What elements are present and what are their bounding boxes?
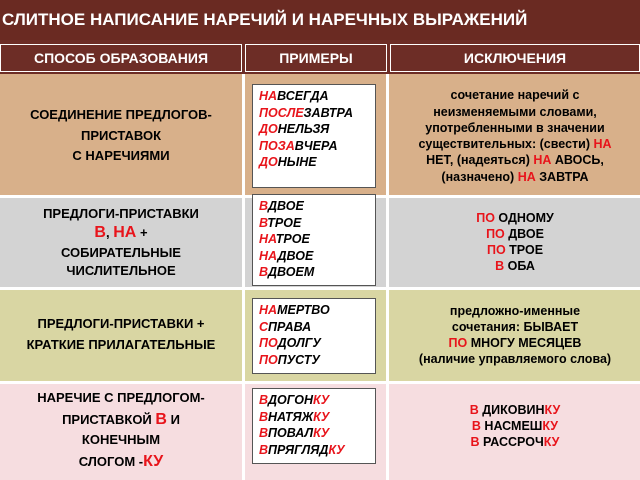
text-segment: ДВОЕ bbox=[277, 248, 314, 263]
text-line bbox=[259, 231, 371, 248]
text-segment: И bbox=[166, 411, 180, 427]
rich-text bbox=[30, 105, 212, 167]
highlight-segment: НА bbox=[259, 303, 278, 317]
text-segment: ДВОЕ bbox=[268, 199, 304, 213]
rich-text bbox=[43, 205, 199, 279]
text-segment: сочетание наречий с bbox=[450, 88, 580, 103]
highlight-segment: НА bbox=[259, 232, 276, 246]
highlight-segment: НА bbox=[533, 153, 552, 168]
highlight-segment: НА bbox=[259, 248, 278, 263]
text-line bbox=[259, 215, 371, 232]
text-segment: ПРИСТАВКОЙ bbox=[62, 411, 156, 427]
text-segment: , bbox=[105, 225, 114, 241]
text-segment: АВОСЬ, bbox=[551, 153, 604, 168]
text-line bbox=[259, 319, 371, 336]
text-line bbox=[37, 450, 205, 473]
highlight-segment: ПО bbox=[259, 352, 278, 367]
method-cell bbox=[0, 384, 242, 478]
highlight-segment: В bbox=[259, 409, 269, 424]
text-line bbox=[259, 442, 371, 459]
rich-text bbox=[27, 314, 216, 356]
text-segment: неизменяемыми словами, bbox=[433, 104, 597, 119]
text-segment: ДВОЕМ bbox=[268, 265, 315, 279]
text-line bbox=[470, 418, 561, 434]
text-segment: НЕЛЬЗЯ bbox=[277, 122, 330, 136]
text-line bbox=[259, 105, 371, 122]
text-segment: СЛОГОМ - bbox=[78, 453, 144, 469]
highlight-segment: С bbox=[259, 319, 269, 334]
text-segment: ТРОЕ bbox=[275, 232, 310, 246]
text-segment: МНОГУ МЕСЯЦЕВ bbox=[467, 336, 582, 350]
text-line bbox=[43, 205, 199, 223]
text-line bbox=[259, 88, 371, 105]
text-line bbox=[419, 303, 611, 319]
text-line bbox=[27, 335, 216, 356]
column-divider bbox=[386, 74, 389, 480]
text-line bbox=[37, 389, 205, 408]
exceptions-cell bbox=[390, 290, 640, 380]
text-line bbox=[30, 126, 212, 147]
text-segment: ПРАВА bbox=[268, 319, 312, 334]
highlight-segment: НА bbox=[517, 169, 536, 184]
text-line bbox=[259, 302, 371, 319]
highlight-segment: НА bbox=[593, 137, 612, 151]
text-line bbox=[259, 409, 371, 426]
text-segment: ДВОЕ bbox=[504, 226, 544, 241]
highlight-segment: В bbox=[471, 418, 481, 433]
text-segment: ТРОЕ bbox=[267, 215, 302, 230]
exceptions-cell bbox=[390, 198, 640, 286]
text-segment: ПРЕДЛОГИ-ПРИСТАВКИ bbox=[43, 205, 199, 221]
text-line bbox=[43, 244, 199, 262]
text-segment: предложно-именные bbox=[449, 303, 581, 318]
text-line bbox=[418, 120, 611, 136]
text-line bbox=[476, 210, 554, 226]
highlight-segment: КУ bbox=[328, 442, 345, 457]
text-line bbox=[259, 392, 371, 409]
text-line bbox=[27, 314, 216, 335]
text-line bbox=[259, 352, 371, 369]
text-segment: КРАТКИЕ ПРИЛАГАТЕЛЬНЫЕ bbox=[26, 337, 216, 352]
highlight-segment: НА bbox=[113, 224, 137, 242]
highlight-segment: ПО bbox=[486, 226, 505, 241]
text-segment: НЕТ, (надеяться) bbox=[426, 153, 534, 168]
highlight-segment: ПОЗА bbox=[259, 138, 295, 153]
highlight-segment: НА bbox=[259, 89, 278, 103]
highlight-segment: ПО bbox=[486, 243, 506, 257]
highlight-segment: ПО bbox=[259, 336, 278, 350]
text-segment: СОЕДИНЕНИЕ ПРЕДЛОГОВ- bbox=[30, 106, 212, 122]
header-examples: ПРИМЕРЫ bbox=[245, 44, 387, 72]
method-cell bbox=[0, 78, 242, 194]
method-cell bbox=[0, 198, 242, 286]
text-segment: существительных: (свести) bbox=[418, 137, 594, 151]
rich-text bbox=[418, 87, 611, 185]
text-line bbox=[259, 154, 371, 171]
highlight-segment: ПОСЛЕ bbox=[259, 105, 304, 120]
text-line bbox=[259, 138, 371, 155]
highlight-segment: ДО bbox=[259, 155, 278, 169]
text-line bbox=[418, 152, 611, 168]
text-line bbox=[30, 146, 212, 167]
text-segment: (назначено) bbox=[441, 169, 518, 184]
text-segment: ЧИСЛИТЕЛЬНОЕ bbox=[66, 262, 176, 278]
text-line bbox=[419, 335, 611, 351]
text-segment: НАСМЕШ bbox=[480, 418, 543, 433]
text-segment: ВСЕГДА bbox=[277, 89, 329, 103]
text-line bbox=[259, 264, 371, 281]
text-segment: ЗАВТРА bbox=[535, 169, 589, 184]
highlight-segment: В bbox=[259, 442, 269, 457]
text-line bbox=[259, 335, 371, 352]
highlight-segment: В bbox=[259, 199, 269, 213]
text-segment: ВЧЕРА bbox=[294, 138, 338, 153]
text-segment: МЕРТВО bbox=[277, 303, 330, 317]
highlight-segment: В bbox=[259, 426, 269, 440]
text-segment: ТРОЕ bbox=[505, 243, 544, 257]
examples-box bbox=[252, 194, 376, 286]
text-line bbox=[418, 136, 611, 152]
text-line bbox=[37, 408, 205, 431]
highlight-segment: В bbox=[470, 435, 480, 450]
method-cell bbox=[0, 290, 242, 380]
slide-title: СЛИТНОЕ НАПИСАНИЕ НАРЕЧИЙ И НАРЕЧНЫХ ВЫРАЖЕНИЙ bbox=[0, 0, 640, 40]
exceptions-cell bbox=[390, 384, 640, 468]
exceptions-cell bbox=[390, 78, 640, 194]
text-line bbox=[419, 351, 611, 367]
text-line bbox=[470, 434, 561, 450]
examples-box bbox=[252, 298, 376, 374]
text-line bbox=[476, 226, 554, 242]
text-segment: ПОВАЛ bbox=[268, 426, 314, 440]
text-segment: ПРЯГЛЯД bbox=[268, 442, 329, 457]
text-segment: С НАРЕЧИЯМИ bbox=[72, 148, 170, 164]
rich-text bbox=[476, 210, 554, 275]
highlight-segment: КУ bbox=[313, 409, 330, 424]
text-segment: РАССРОЧ bbox=[479, 435, 544, 450]
text-segment: НАРЕЧИЕ С ПРЕДЛОГОМ- bbox=[37, 389, 205, 405]
text-line bbox=[259, 425, 371, 442]
header-exceptions: ИСКЛЮЧЕНИЯ bbox=[390, 44, 640, 72]
text-segment: сочетания: БЫВАЕТ bbox=[451, 319, 579, 334]
text-segment: СОБИРАТЕЛЬНЫЕ bbox=[60, 245, 181, 261]
text-line bbox=[476, 258, 554, 274]
text-line bbox=[43, 262, 199, 280]
rich-text bbox=[470, 402, 561, 451]
text-segment: КОНЕЧНЫМ bbox=[81, 432, 161, 447]
text-segment: ПУСТУ bbox=[277, 352, 320, 367]
highlight-segment: В bbox=[259, 215, 268, 230]
text-segment: + bbox=[136, 225, 148, 241]
text-line bbox=[418, 104, 611, 120]
text-segment: (наличие управляемого слова) bbox=[418, 352, 612, 367]
text-segment: ПРЕДЛОГИ-ПРИСТАВКИ + bbox=[37, 316, 205, 332]
text-line bbox=[419, 319, 611, 335]
highlight-segment: В bbox=[259, 265, 269, 279]
highlight-segment: КУ bbox=[544, 402, 561, 417]
highlight-segment: В bbox=[495, 259, 505, 274]
text-segment: ОБА bbox=[504, 259, 535, 274]
highlight-segment: КУ bbox=[313, 426, 330, 440]
rich-text bbox=[37, 389, 205, 473]
text-line bbox=[259, 248, 371, 265]
highlight-segment: ПО bbox=[448, 336, 468, 350]
text-line bbox=[30, 105, 212, 126]
text-segment: ЗАВТРА bbox=[303, 105, 354, 120]
text-line bbox=[43, 222, 199, 244]
highlight-segment: ДО bbox=[259, 122, 278, 136]
text-line bbox=[259, 198, 371, 215]
text-segment: ПРИСТАВОК bbox=[80, 127, 162, 143]
text-line bbox=[476, 242, 554, 258]
rich-text bbox=[419, 303, 611, 368]
text-line bbox=[37, 431, 205, 450]
highlight-segment: КУ bbox=[542, 418, 559, 433]
examples-box bbox=[252, 388, 376, 464]
text-segment: ДИКОВИН bbox=[478, 402, 545, 417]
text-segment: употребленными в значении bbox=[425, 120, 605, 135]
highlight-segment: В bbox=[94, 224, 106, 242]
highlight-segment: В bbox=[259, 393, 269, 407]
examples-box bbox=[252, 84, 376, 188]
header-method: СПОСОБ ОБРАЗОВАНИЯ bbox=[0, 44, 242, 72]
column-divider bbox=[242, 74, 245, 480]
highlight-segment: ПО bbox=[476, 210, 495, 225]
highlight-segment: В bbox=[469, 402, 479, 417]
text-segment: НЫНЕ bbox=[277, 155, 317, 169]
highlight-segment: В bbox=[155, 410, 167, 428]
text-line bbox=[418, 169, 611, 185]
text-line bbox=[418, 87, 611, 103]
text-segment: НАТЯЖ bbox=[268, 409, 314, 424]
text-segment: ДОЛГУ bbox=[277, 336, 321, 350]
text-line bbox=[470, 402, 561, 418]
text-line bbox=[259, 121, 371, 138]
highlight-segment: КУ bbox=[143, 452, 164, 470]
highlight-segment: КУ bbox=[313, 393, 330, 407]
text-segment: ОДНОМУ bbox=[494, 210, 554, 225]
highlight-segment: КУ bbox=[543, 435, 560, 450]
text-segment: ДОГОН bbox=[268, 393, 314, 407]
